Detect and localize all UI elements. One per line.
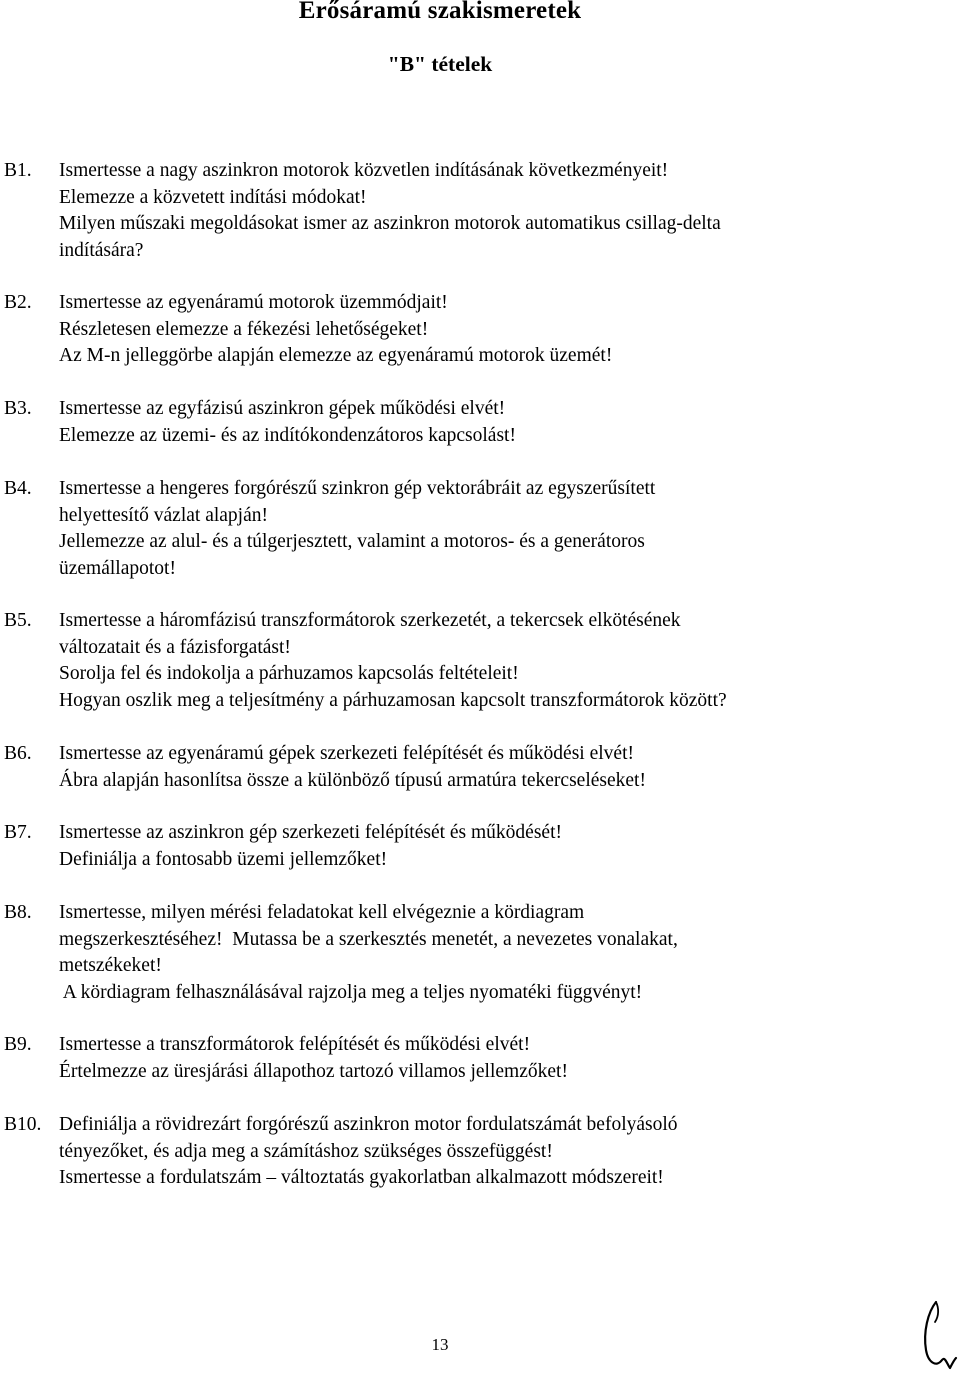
question-line: Ábra alapján hasonlítsa össze a különböző típusú armatúra tekercseléseket!: [59, 769, 646, 791]
question-line: Sorolja fel és indokolja a párhuzamos kapcsolás feltételeit!: [59, 663, 519, 684]
question-line: Ismertesse a transzformátorok felépítését és működési elvét!: [59, 1034, 531, 1055]
question-number: B7.: [4, 822, 32, 843]
question-line: A kördiagram felhasználásával rajzolja meg a teljes nyomatéki függvényt!: [59, 981, 643, 1003]
question-text: [59, 741, 949, 794]
question-line: tényezőket, és adja meg a számításhoz szükséges összefüggést!: [59, 1140, 553, 1162]
question-line: Ismertesse a hengeres forgórészű szinkron gép vektorábráit az egyszerűsített: [59, 478, 656, 499]
question-line: változatait és a fázisforgatást!: [59, 636, 291, 658]
question-line: Ismertesse az egyfázisú aszinkron gépek működési elvét!: [59, 398, 506, 419]
page-title: Erősáramú szakismeretek: [298, 0, 582, 24]
question-line: Definiálja a fontosabb üzemi jellemzőket!: [59, 848, 388, 870]
question-text: [59, 1112, 949, 1192]
page-number: 13: [431, 1335, 449, 1354]
question-number: B4.: [4, 478, 32, 499]
question-line: metszékeket!: [59, 955, 162, 976]
question-number: B3.: [4, 398, 32, 419]
question-line: Elemezze az üzemi- és az indítókondenzátoros kapcsolást!: [59, 424, 516, 446]
question-text: [59, 396, 949, 449]
question-line: Jellemezze az alul- és a túlgerjesztett, valamint a motoros- és a generátoros: [59, 531, 645, 552]
question-number: B2.: [4, 292, 32, 313]
question-text: [59, 608, 949, 714]
question-text: [59, 158, 949, 264]
question-line: Ismertesse a nagy aszinkron motorok közvetlen indításának következményeit!: [59, 160, 669, 181]
question-line: Ismertesse a fordulatszám – változtatás gyakorlatban alkalmazott módszereit!: [59, 1167, 664, 1188]
question-line: indítására?: [59, 239, 144, 261]
question-line: Milyen műszaki megoldásokat ismer az aszinkron motorok automatikus csillag-delta: [59, 213, 721, 234]
question-line: megszerkesztéséhez! Mutassa be a szerkesztés menetét, a nevezetes vonalakat,: [59, 928, 678, 950]
question-line: Elemezze a közvetett indítási módokat!: [59, 186, 367, 208]
question-text: [59, 900, 949, 1006]
question-line: Az M-n jelleggörbe alapján elemezze az egyenáramú motorok üzemét!: [59, 345, 613, 366]
question-line: Ismertesse az aszinkron gép szerkezeti felépítését és működését!: [59, 822, 562, 843]
question-text: [59, 1032, 949, 1085]
question-number: B10.: [4, 1114, 42, 1135]
question-line: Ismertesse, milyen mérési feladatokat kell elvégeznie a kördiagram: [59, 902, 585, 923]
question-number: B9.: [4, 1034, 32, 1055]
handwritten-signature: [918, 1298, 958, 1373]
question-line: Ismertesse az egyenáramú motorok üzemmódjait!: [59, 292, 448, 313]
question-text: [59, 476, 949, 582]
question-line: Részletesen elemezze a fékezési lehetőségeket!: [59, 318, 429, 340]
question-number: B5.: [4, 610, 32, 631]
question-text: [59, 820, 949, 873]
question-number: B8.: [4, 902, 32, 923]
question-line: Definiálja a rövidrezárt forgórészű aszinkron motor fordulatszámát befolyásoló: [59, 1114, 678, 1135]
question-number: B6.: [4, 743, 32, 764]
question-text: [59, 290, 949, 370]
question-line: Ismertesse a háromfázisú transzformátorok szerkezetét, a tekercsek elkötésének: [59, 610, 681, 631]
question-line: helyettesítő vázlat alapján!: [59, 504, 268, 526]
question-number: B1.: [4, 160, 32, 181]
question-line: Értelmezze az üresjárási állapothoz tartozó villamos jellemzőket!: [59, 1060, 568, 1082]
question-line: Ismertesse az egyenáramú gépek szerkezeti felépítését és működési elvét!: [59, 743, 634, 764]
question-line: üzemállapotot!: [59, 557, 176, 579]
question-line: Hogyan oszlik meg a teljesítmény a párhuzamosan kapcsolt transzformátorok között?: [59, 689, 727, 711]
page-subtitle: "B" tételek: [387, 52, 493, 76]
